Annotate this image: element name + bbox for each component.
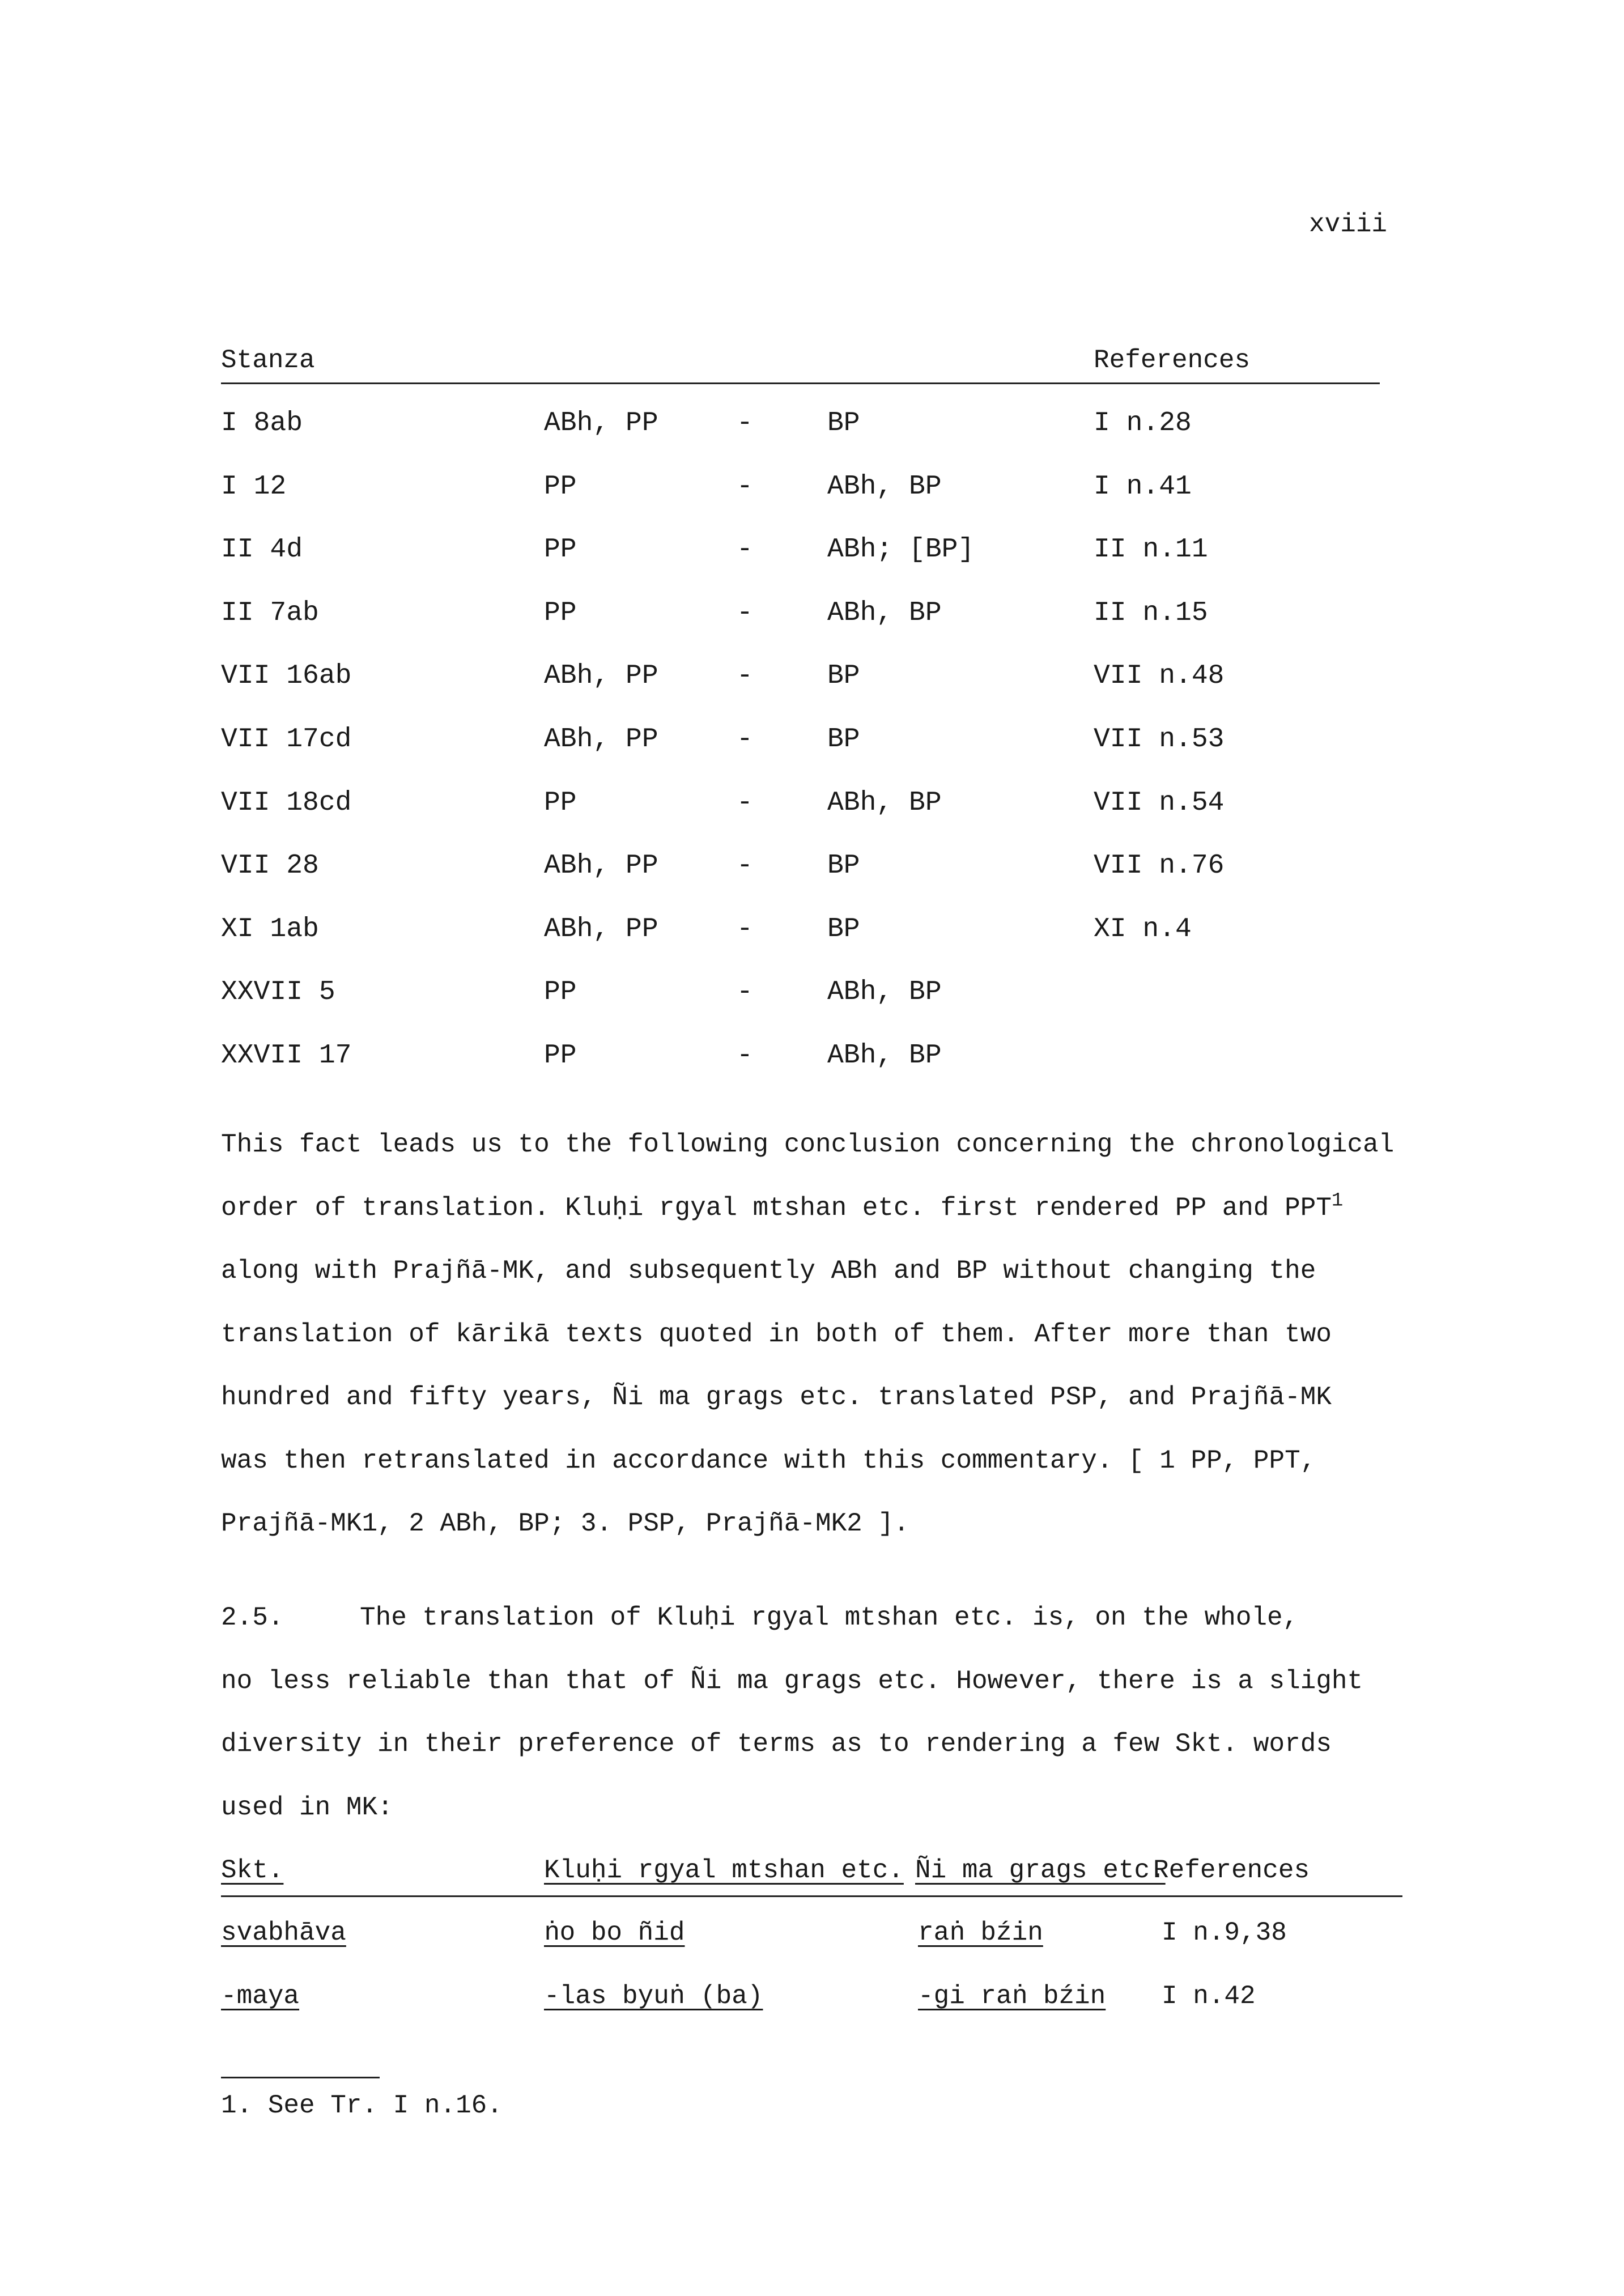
cell-dash: - (737, 913, 753, 945)
cell-dash: - (737, 534, 753, 566)
cell-second-group: ABh, BP (827, 787, 942, 818)
text-line: used in MK: (221, 1792, 393, 1822)
footnote-marker: 1 (1331, 1190, 1344, 1212)
header-stanza: Stanza (221, 346, 315, 375)
cell-stanza: VII 28 (221, 851, 319, 882)
header-kluhi: Kluḥi rgyal mtshan etc. (544, 1856, 904, 1885)
cell-first-group: ABh, PP (544, 661, 658, 692)
footnote-rule (221, 2077, 380, 2078)
stanza-row (221, 534, 1380, 574)
section-number: 2.5. (221, 1603, 284, 1632)
text-line: no less reliable than that of Ñi ma grags etc. However, there is a slight (221, 1666, 1363, 1696)
header-skt: Skt. (221, 1856, 284, 1885)
text-line (221, 1177, 1400, 1240)
terms-table-row (221, 1918, 1402, 1958)
stanza-table-header (221, 346, 1380, 384)
stanza-row (221, 661, 1380, 700)
terms-table-row (221, 1982, 1402, 2021)
cell-first-group: ABh, PP (544, 913, 658, 945)
cell-second-group: ABh, BP (827, 977, 942, 1008)
header-references: References (1153, 1856, 1310, 1885)
cell-stanza: XXVII 5 (221, 977, 335, 1008)
cell-ref: I n.9,38 (1162, 1918, 1287, 1948)
cell-first-group: PP (544, 597, 577, 628)
cell-stanza: XXVII 17 (221, 1040, 352, 1071)
cell-reference: VII n.76 (1094, 851, 1225, 882)
cell-second-group: BP (827, 408, 860, 439)
cell-dash: - (737, 977, 753, 1008)
terms-table-header (221, 1856, 1402, 1897)
stanza-row (221, 851, 1380, 890)
text-line: diversity in their preference of terms as to rendering a few Skt. words (221, 1729, 1332, 1759)
text-line: along with Prajñā-MK, and subsequently ABh and BP without changing the (221, 1256, 1316, 1286)
cell-stanza: VII 17cd (221, 724, 352, 755)
cell-second-group: ABh, BP (827, 471, 942, 502)
cell-stanza: VII 16ab (221, 661, 352, 692)
stanza-row (221, 1040, 1380, 1080)
cell-dash: - (737, 724, 753, 755)
text-line: was then retranslated in accordance with this commentary. [ 1 PP, PPT, (221, 1445, 1316, 1476)
stanza-row (221, 408, 1380, 448)
cell-nima: raṅ bźin (918, 1918, 1043, 1948)
text-line: This fact leads us to the following conclusion concerning the chronological (221, 1130, 1395, 1159)
header-references: References (1094, 346, 1251, 375)
cell-stanza: II 7ab (221, 597, 319, 628)
cell-dash: - (737, 787, 753, 818)
stanza-row (221, 788, 1380, 827)
cell-first-group: PP (544, 977, 577, 1008)
cell-nima: -gi raṅ bźin (918, 1982, 1106, 2011)
cell-dash: - (737, 408, 753, 439)
cell-first-group: PP (544, 471, 577, 502)
cell-first-group: ABh, PP (544, 851, 658, 882)
cell-first-group: PP (544, 1040, 577, 1071)
cell-reference: II n.15 (1094, 597, 1208, 628)
cell-skt: -maya (221, 1982, 300, 2011)
cell-stanza: XI 1ab (221, 913, 319, 945)
cell-stanza: II 4d (221, 534, 303, 566)
cell-ref: I n.42 (1162, 1982, 1256, 2011)
cell-reference: II n.11 (1094, 534, 1208, 566)
cell-dash: - (737, 471, 753, 502)
text-line: translation of kārikā texts quoted in both of them. After more than two (221, 1319, 1332, 1349)
stanza-row (221, 914, 1380, 954)
cell-second-group: ABh, BP (827, 1040, 942, 1071)
cell-reference: VII n.53 (1094, 724, 1225, 755)
cell-reference: I n.28 (1094, 408, 1192, 439)
cell-reference: VII n.54 (1094, 787, 1225, 818)
stanza-row (221, 598, 1380, 637)
cell-second-group: ABh; [BP] (827, 534, 975, 566)
text-segment: The translation of Kluḥi rgyal mtshan etc. is, on the whole, (360, 1603, 1299, 1632)
cell-dash: - (737, 597, 753, 628)
cell-kluhi: -las byuṅ (ba) (544, 1982, 763, 2011)
cell-kluhi: ṅo bo ñid (544, 1918, 685, 1948)
cell-skt: svabhāva (221, 1918, 346, 1948)
paragraph-section-2-5 (221, 1587, 1400, 1839)
cell-dash: - (737, 661, 753, 692)
cell-stanza: I 8ab (221, 408, 303, 439)
footnote: 1. See Tr. I n.16. (221, 2091, 503, 2120)
cell-first-group: PP (544, 787, 577, 818)
cell-second-group: BP (827, 913, 860, 945)
cell-second-group: BP (827, 661, 860, 692)
stanza-row (221, 724, 1380, 764)
cell-second-group: BP (827, 851, 860, 882)
text-line (221, 1587, 1400, 1650)
cell-stanza: VII 18cd (221, 787, 352, 818)
text-segment: order of translation. Kluḥi rgyal mtshan etc. first rendered PP and PPT (221, 1193, 1332, 1223)
stanza-row (221, 471, 1380, 511)
cell-stanza: I 12 (221, 471, 287, 502)
cell-dash: - (737, 1040, 753, 1071)
stanza-row (221, 977, 1380, 1017)
paragraph-chronology (221, 1113, 1400, 1556)
text-line: Prajñā-MK1, 2 ABh, BP; 3. PSP, Prajñā-MK2 ]. (221, 1509, 909, 1538)
page-number: xviii (1309, 210, 1388, 239)
cell-reference: I n.41 (1094, 471, 1192, 502)
cell-second-group: ABh, BP (827, 597, 942, 628)
cell-dash: - (737, 851, 753, 882)
cell-first-group: ABh, PP (544, 408, 658, 439)
text-line: hundred and fifty years, Ñi ma grags etc. translated PSP, and Prajñā-MK (221, 1383, 1332, 1412)
header-nima: Ñi ma grags etc. (915, 1856, 1166, 1885)
cell-reference: XI n.4 (1094, 913, 1192, 945)
cell-first-group: PP (544, 534, 577, 566)
cell-reference: VII n.48 (1094, 661, 1225, 692)
cell-second-group: BP (827, 724, 860, 755)
cell-first-group: ABh, PP (544, 724, 658, 755)
